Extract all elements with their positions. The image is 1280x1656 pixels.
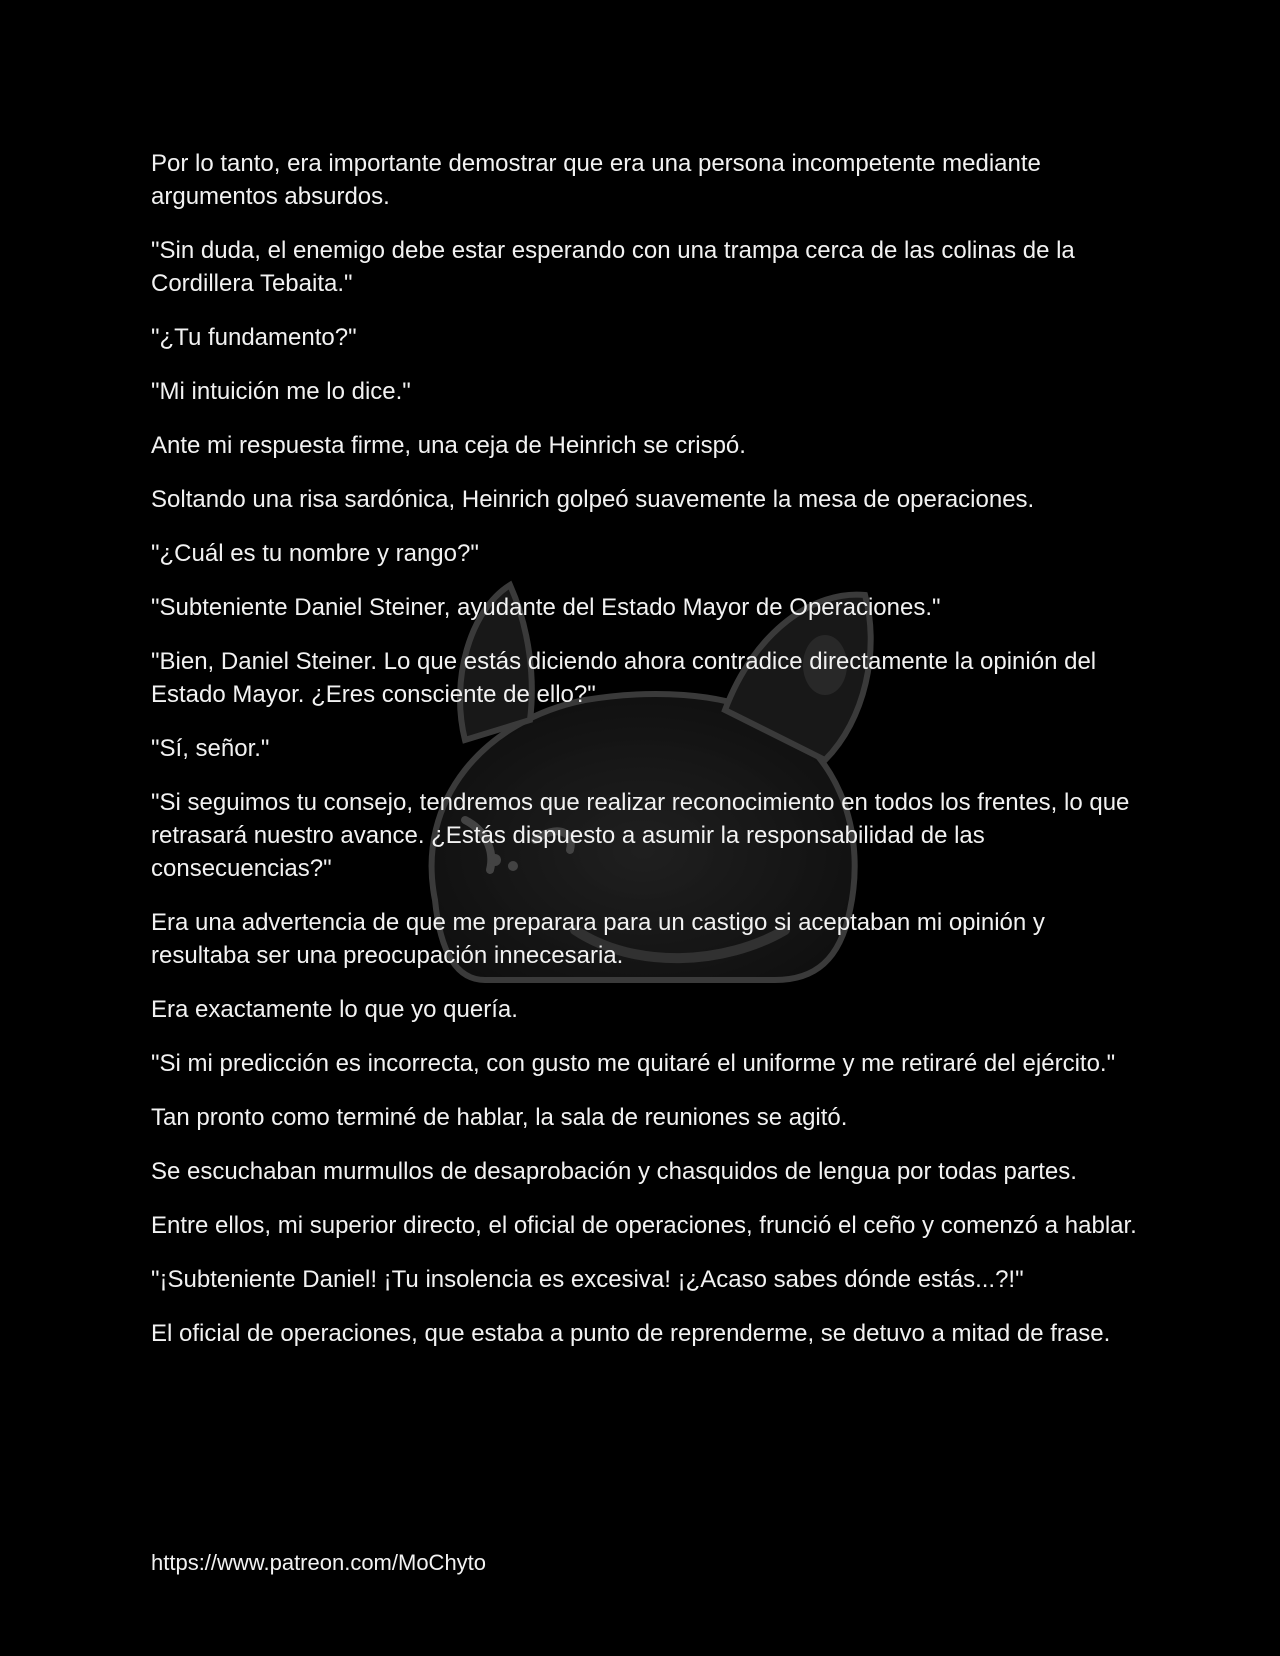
paragraph: Era una advertencia de que me preparara para un castigo si aceptaban mi opinión y resultaba ser una preocupación innecesaria. [151, 909, 1045, 969]
patreon-link[interactable]: https://www.patreon.com/MoChyto [151, 1550, 487, 1575]
paragraph: "¡Subteniente Daniel! ¡Tu insolencia es excesiva! ¡¿Acaso sabes dónde estás...?!" [151, 1266, 1024, 1293]
paragraph: Ante mi respuesta firme, una ceja de Heinrich se crispó. [151, 432, 746, 459]
body-text [151, 147, 1141, 1371]
paragraph: "Bien, Daniel Steiner. Lo que estás diciendo ahora contradice directamente la opinión del Estado Mayor. ¿Eres consciente de ello?" [151, 648, 1097, 708]
paragraph: "Si mi predicción es incorrecta, con gusto me quitaré el uniforme y me retiraré del ejército." [151, 1050, 1116, 1077]
paragraph: Tan pronto como terminé de hablar, la sala de reuniones se agitó. [151, 1104, 848, 1131]
paragraph: "Sí, señor." [151, 735, 270, 762]
paragraph: Se escuchaban murmullos de desaprobación y chasquidos de lengua por todas partes. [151, 1158, 1077, 1185]
paragraph: Era exactamente lo que yo quería. [151, 996, 518, 1023]
paragraph: "¿Cuál es tu nombre y rango?" [151, 540, 479, 567]
paragraph: "Mi intuición me lo dice." [151, 378, 411, 405]
paragraph: Soltando una risa sardónica, Heinrich golpeó suavemente la mesa de operaciones. [151, 486, 1035, 513]
paragraph: "Si seguimos tu consejo, tendremos que realizar reconocimiento en todos los frentes, lo que retrasará nuestro avance. ¿Estás dispuesto a asumir la responsabilidad de las consecuencias?" [151, 789, 1130, 882]
paragraph: "¿Tu fundamento?" [151, 324, 357, 351]
paragraph: Entre ellos, mi superior directo, el oficial de operaciones, frunció el ceño y comenzó a hablar. [151, 1212, 1137, 1239]
paragraph: "Subteniente Daniel Steiner, ayudante del Estado Mayor de Operaciones." [151, 594, 941, 621]
paragraph: Por lo tanto, era importante demostrar que era una persona incompetente mediante argumentos absurdos. [151, 150, 1041, 210]
paragraph: "Sin duda, el enemigo debe estar esperando con una trampa cerca de las colinas de la Cordillera Tebaita." [151, 237, 1075, 297]
paragraph: El oficial de operaciones, que estaba a punto de reprenderme, se detuvo a mitad de frase. [151, 1320, 1111, 1347]
